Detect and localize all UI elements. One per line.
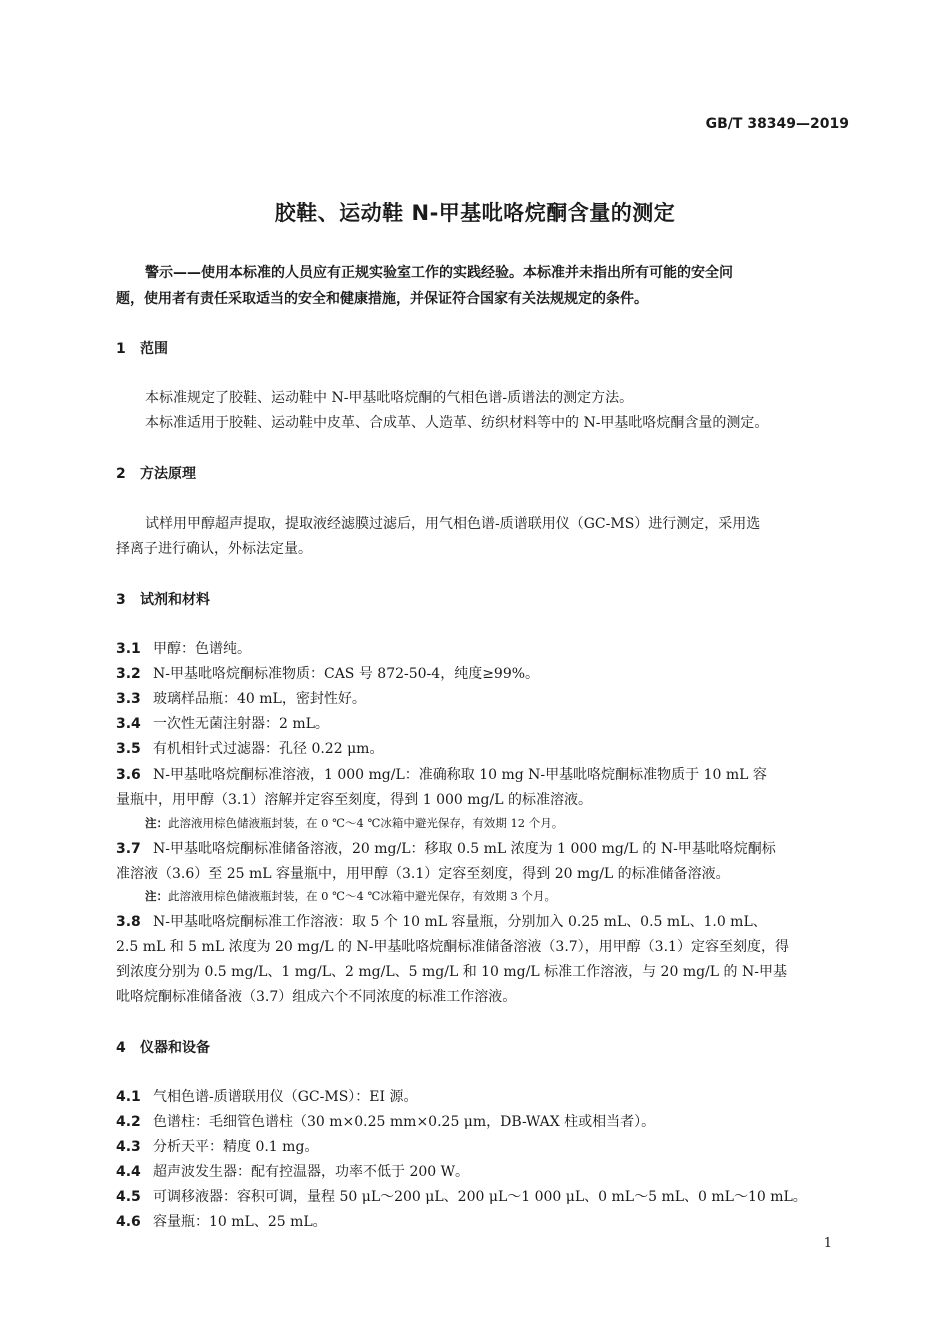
document-title: 胶鞋、运动鞋 N-甲基吡咯烷酮含量的测定 bbox=[274, 201, 676, 225]
warning-line-1: 警示——使用本标准的人员应有正规实验室工作的实践经验。本标准并未指出所有可能的安全问 bbox=[145, 265, 733, 281]
list-item bbox=[116, 1111, 655, 1131]
item-number: 4.1 bbox=[116, 1089, 141, 1105]
list-item bbox=[116, 638, 251, 658]
note-text: 此溶液用棕色储液瓶封装，在 0 ℃～4 ℃冰箱中避光保存，有效期 3 个月。 bbox=[168, 889, 556, 903]
item-number: 3.1 bbox=[116, 641, 141, 657]
section-4-heading bbox=[116, 1037, 210, 1057]
item-continuation: 吡咯烷酮标准储备液（3.7）组成六个不同浓度的标准工作溶液。 bbox=[116, 989, 517, 1005]
item-text: N-甲基吡咯烷酮标准物质：CAS 号 872-50-4，纯度≥99%。 bbox=[153, 666, 540, 682]
list-item bbox=[116, 1086, 417, 1106]
item-text: 玻璃样品瓶：40 mL，密封性好。 bbox=[153, 691, 366, 707]
item-number: 3.6 bbox=[116, 767, 141, 783]
item-text: 一次性无菌注射器：2 mL。 bbox=[153, 716, 329, 732]
list-item bbox=[116, 1161, 469, 1181]
list-item bbox=[116, 1136, 318, 1156]
section-3-heading bbox=[116, 589, 210, 609]
list-item bbox=[116, 688, 366, 708]
paragraph-line: 择离子进行确认，外标法定量。 bbox=[116, 541, 312, 557]
item-number: 3.2 bbox=[116, 666, 141, 682]
item-text: 可调移液器：容积可调，量程 50 μL～200 μL、200 μL～1 000 μL、0 mL～5 mL、0 mL～10 mL。 bbox=[153, 1189, 807, 1205]
section-number: 2 bbox=[116, 466, 126, 482]
list-item bbox=[116, 713, 329, 733]
item-continuation: 到浓度分别为 0.5 mg/L、1 mg/L、2 mg/L、5 mg/L 和 10 mg/L 标准工作溶液，与 20 mg/L 的 N-甲基 bbox=[116, 964, 787, 980]
section-title: 仪器和设备 bbox=[140, 1040, 210, 1056]
item-text: 分析天平：精度 0.1 mg。 bbox=[153, 1139, 319, 1155]
item-text: N-甲基吡咯烷酮标准溶液，1 000 mg/L：准确称取 10 mg N-甲基吡咯烷酮标准物质于 10 mL 容 bbox=[153, 767, 767, 783]
item-number: 3.7 bbox=[116, 841, 141, 857]
note-text: 此溶液用棕色储液瓶封装，在 0 ℃～4 ℃冰箱中避光保存，有效期 12 个月。 bbox=[168, 816, 564, 830]
item-text: 有机相针式过滤器：孔径 0.22 μm。 bbox=[153, 741, 384, 757]
item-number: 3.8 bbox=[116, 914, 141, 930]
item-text: N-甲基吡咯烷酮标准储备溶液，20 mg/L：移取 0.5 mL 浓度为 1 000 mg/L 的 N-甲基吡咯烷酮标 bbox=[153, 841, 776, 857]
item-continuation: 量瓶中，用甲醇（3.1）溶解并定容至刻度，得到 1 000 mg/L 的标准溶液。 bbox=[116, 792, 592, 808]
paragraph: 本标准适用于胶鞋、运动鞋中皮革、合成革、人造革、纺织材料等中的 N-甲基吡咯烷酮含量的测定。 bbox=[145, 415, 769, 431]
item-number: 4.3 bbox=[116, 1139, 141, 1155]
list-item bbox=[116, 838, 776, 858]
note bbox=[145, 888, 556, 904]
section-1-heading bbox=[116, 338, 168, 358]
item-text: 甲醇：色谱纯。 bbox=[153, 641, 251, 657]
item-number: 4.4 bbox=[116, 1164, 141, 1180]
list-item bbox=[116, 1186, 807, 1206]
section-title: 试剂和材料 bbox=[140, 592, 210, 608]
list-item bbox=[116, 738, 383, 758]
paragraph: 本标准规定了胶鞋、运动鞋中 N-甲基吡咯烷酮的气相色谱-质谱法的测定方法。 bbox=[145, 390, 634, 406]
section-number: 3 bbox=[116, 592, 126, 608]
warning-line-2: 题，使用者有责任采取适当的安全和健康措施，并保证符合国家有关法规规定的条件。 bbox=[116, 291, 648, 307]
paragraph-line: 试样用甲醇超声提取，提取液经滤膜过滤后，用气相色谱-质谱联用仪（GC-MS）进行测定，采用选 bbox=[145, 516, 761, 532]
item-continuation: 2.5 mL 和 5 mL 浓度为 20 mg/L 的 N-甲基吡咯烷酮标准储备溶液（3.7），用甲醇（3.1）定容至刻度，得 bbox=[116, 939, 789, 955]
section-title: 方法原理 bbox=[140, 466, 196, 482]
item-continuation: 准溶液（3.6）至 25 mL 容量瓶中，用甲醇（3.1）定容至刻度，得到 20 mg/L 的标准储备溶液。 bbox=[116, 866, 730, 882]
item-text: 超声波发生器：配有控温器，功率不低于 200 W。 bbox=[153, 1164, 470, 1180]
section-number: 1 bbox=[116, 341, 126, 357]
item-number: 3.3 bbox=[116, 691, 141, 707]
item-text: 色谱柱：毛细管色谱柱（30 m×0.25 mm×0.25 μm，DB-WAX 柱或相当者）。 bbox=[153, 1114, 656, 1130]
page-number: 1 bbox=[823, 1236, 832, 1251]
list-item bbox=[116, 1211, 327, 1231]
standard-number: GB/T 38349—2019 bbox=[705, 116, 849, 132]
item-number: 3.5 bbox=[116, 741, 141, 757]
item-text: 容量瓶：10 mL、25 mL。 bbox=[153, 1214, 327, 1230]
note-label: 注： bbox=[145, 816, 168, 830]
note bbox=[145, 815, 563, 831]
list-item bbox=[116, 911, 767, 931]
list-item bbox=[116, 764, 767, 784]
section-2-heading bbox=[116, 463, 196, 483]
section-title: 范围 bbox=[140, 341, 168, 357]
section-number: 4 bbox=[116, 1040, 126, 1056]
item-number: 4.6 bbox=[116, 1214, 141, 1230]
item-text: N-甲基吡咯烷酮标准工作溶液：取 5 个 10 mL 容量瓶，分别加入 0.25 mL、0.5 mL、1.0 mL、 bbox=[153, 914, 767, 930]
item-number: 4.2 bbox=[116, 1114, 141, 1130]
item-text: 气相色谱-质谱联用仪（GC-MS）：EI 源。 bbox=[153, 1089, 418, 1105]
list-item bbox=[116, 663, 539, 683]
item-number: 3.4 bbox=[116, 716, 141, 732]
note-label: 注： bbox=[145, 889, 168, 903]
item-number: 4.5 bbox=[116, 1189, 141, 1205]
